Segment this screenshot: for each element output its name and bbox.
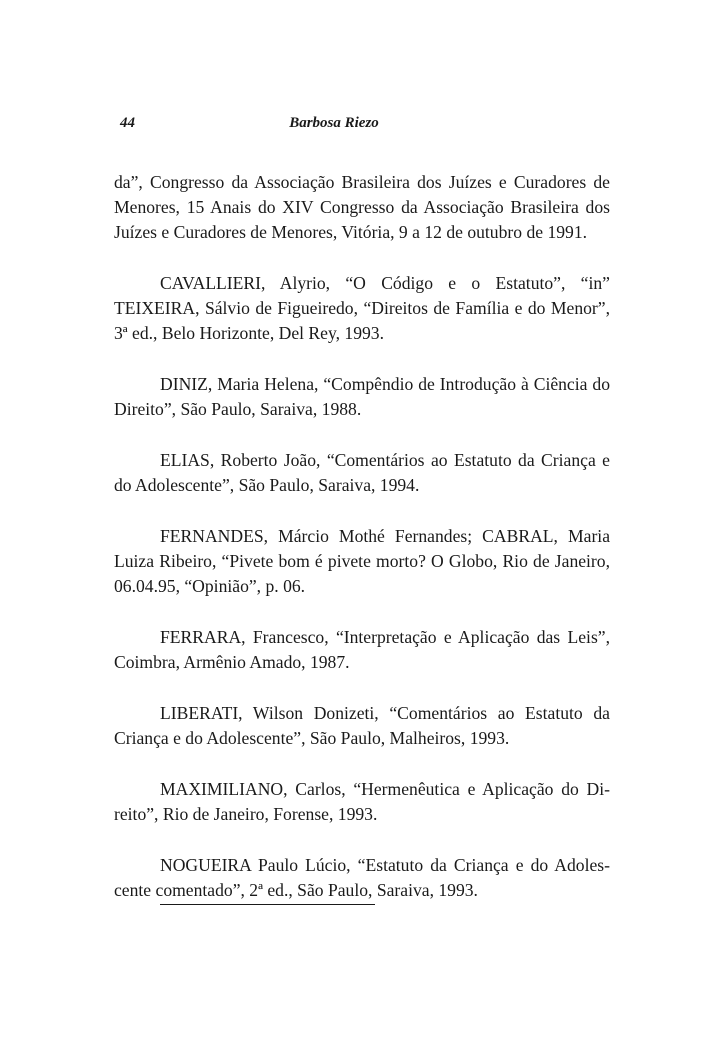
bibliography-entry: ELIAS, Roberto João, “Comentários ao Estatuto da Criança e do Adolescente”, São Paulo, Saraiva, 1994. — [114, 450, 610, 495]
bibliography-entry: DINIZ, Maria Helena, “Compêndio de Introdução à Ciência do Direito”, São Paulo, Saraiva, 1988. — [114, 374, 610, 419]
bibliography-list — [114, 170, 610, 929]
bibliography-entry: FERRARA, Francesco, “Interpretação e Aplicação das Leis”, Coimbra, Armênio Amado, 1987. — [114, 627, 610, 672]
book-page — [114, 0, 610, 1046]
bibliography-entry: NOGUEIRA Paulo Lúcio, “Estatuto da Criança e do Adolescente comentado”, 2ª ed., São Paulo, Saraiva, 1993. — [114, 855, 610, 900]
bibliography-entry: LIBERATI, Wilson Donizeti, “Comentários ao Estatuto da Criança e do Adolescente”, São Paulo, Malheiros, 1993. — [114, 703, 610, 748]
bibliography-entry: CAVALLIERI, Alyrio, “O Código e o Estatuto”, “in” TEIXEIRA, Sálvio de Figueiredo, “Direitos de Família e do Menor”, 3ª ed., Belo Horizonte, Del Rey, 1993. — [114, 273, 610, 343]
bibliography-entry: MAXIMILIANO, Carlos, “Hermenêutica e Aplicação do Direito”, Rio de Janeiro, Forense, 1993. — [114, 779, 610, 824]
page-header — [114, 115, 610, 137]
page-number: 44 — [120, 115, 135, 131]
running-head: Barbosa Riezo — [289, 115, 379, 131]
footnote-separator-rule — [160, 904, 375, 905]
bibliography-entry: FERNANDES, Márcio Mothé Fernandes; CABRAL, Maria Luiza Ribeiro, “Pivete bom é pivete morto? O Globo, Rio de Janeiro, 06.04.95, “Opinião”, p. 06. — [114, 526, 610, 596]
bibliography-entry-continued: da”, Congresso da Associação Brasileira dos Juízes e Curadores de Menores, 15 Anais do XIV Congresso da Associação Brasileira dos Juízes e Curadores de Menores, Vitória, 9 a 12 de outubro de 1991. — [114, 172, 610, 242]
